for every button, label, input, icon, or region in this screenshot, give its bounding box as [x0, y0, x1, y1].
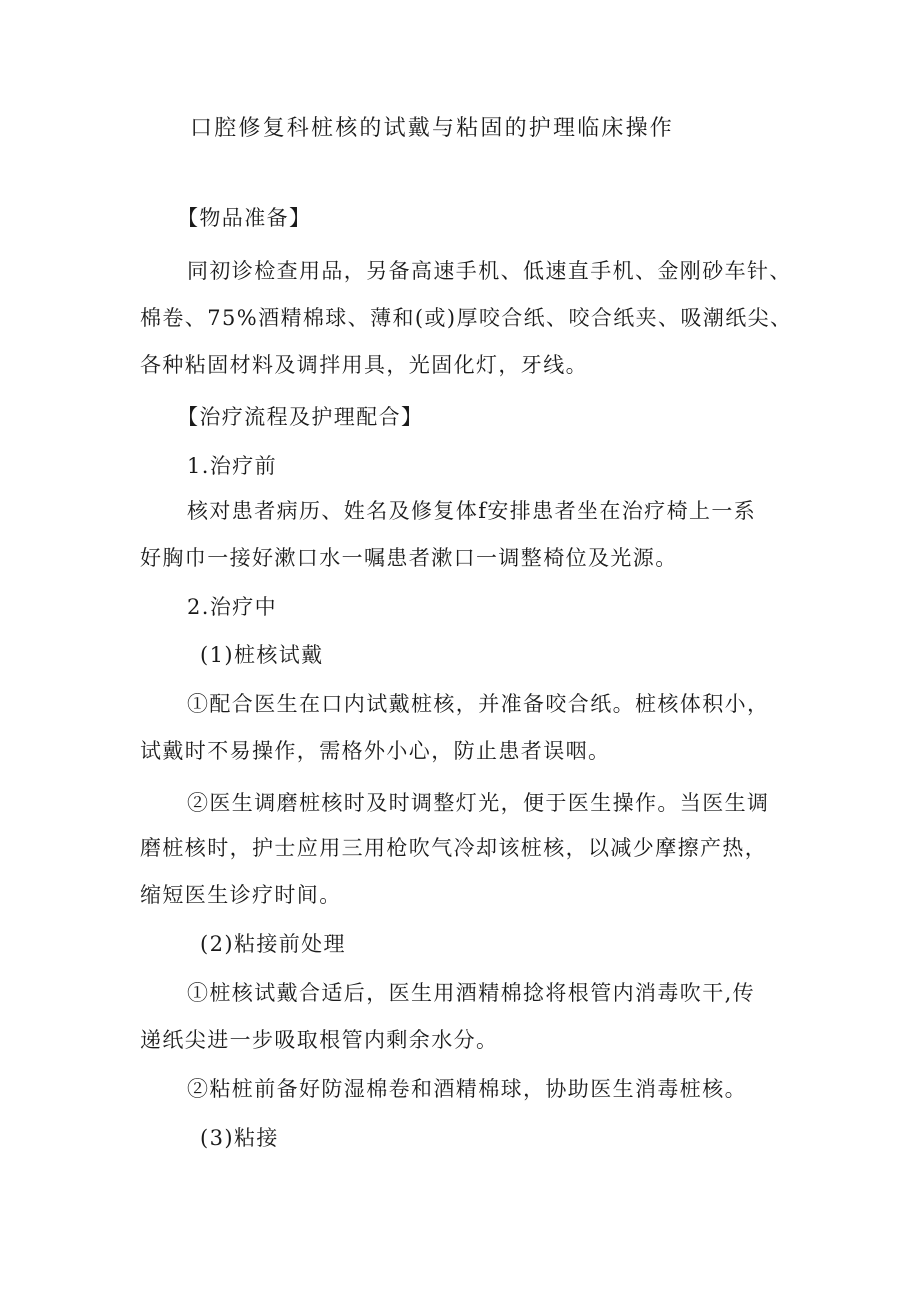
sub2-item1-line-1: ①桩核试戴合适后，医生用酒精棉捻将根管内消毒吹干,传 — [187, 981, 756, 1005]
document-title: 口腔修复科桩核的试戴与粘固的护理临床操作 — [190, 116, 675, 141]
sub1-item2-line-3: 缩短医生诊疗时间。 — [140, 883, 342, 907]
sub1-item2-line-1: ②医生调磨桩核时及时调整灯光，便于医生操作。当医生调 — [187, 791, 770, 815]
process-heading: 【治疗流程及护理配合】 — [177, 405, 424, 429]
step2-heading: 2.治疗中 — [187, 595, 278, 619]
sub2-item1-line-2: 递纸尖进一步吸取根管内剩余水分。 — [140, 1028, 499, 1052]
sub2-item2: ②粘桩前备好防湿棉卷和酒精棉球，协助医生消毒桩核。 — [187, 1077, 747, 1101]
materials-line-2: 棉卷、75%酒精棉球、薄和(或)厚咬合纸、咬合纸夹、吸潮纸尖、 — [140, 306, 793, 330]
sub2-heading: (2)粘接前处理 — [200, 932, 346, 956]
step1-line-1: 核对患者病历、姓名及修复体f安排患者坐在治疗椅上一系 — [187, 499, 757, 523]
sub3-heading: (3)粘接 — [200, 1126, 279, 1150]
sub1-item1-line-1: ①配合医生在口内试戴桩核，并准备咬合纸。桩核体积小， — [187, 692, 770, 716]
step1-line-2: 好胸巾一接好漱口水一嘱患者漱口一调整椅位及光源。 — [140, 546, 678, 570]
step1-heading: 1.治疗前 — [187, 454, 278, 478]
sub1-item2-line-2: 磨桩核时，护士应用三用枪吹气冷却该桩核，以减少摩擦产热， — [140, 836, 768, 860]
materials-line-3: 各种粘固材料及调拌用具，光固化灯，牙线。 — [140, 353, 588, 377]
sub1-item1-line-2: 试戴时不易操作，需格外小心，防止患者误咽。 — [140, 739, 611, 763]
sub1-heading: (1)桩核试戴 — [200, 643, 324, 667]
materials-line-1: 同初诊检查用品，另备高速手机、低速直手机、金刚砂车针、 — [187, 259, 792, 283]
materials-heading: 【物品准备】 — [177, 206, 312, 230]
